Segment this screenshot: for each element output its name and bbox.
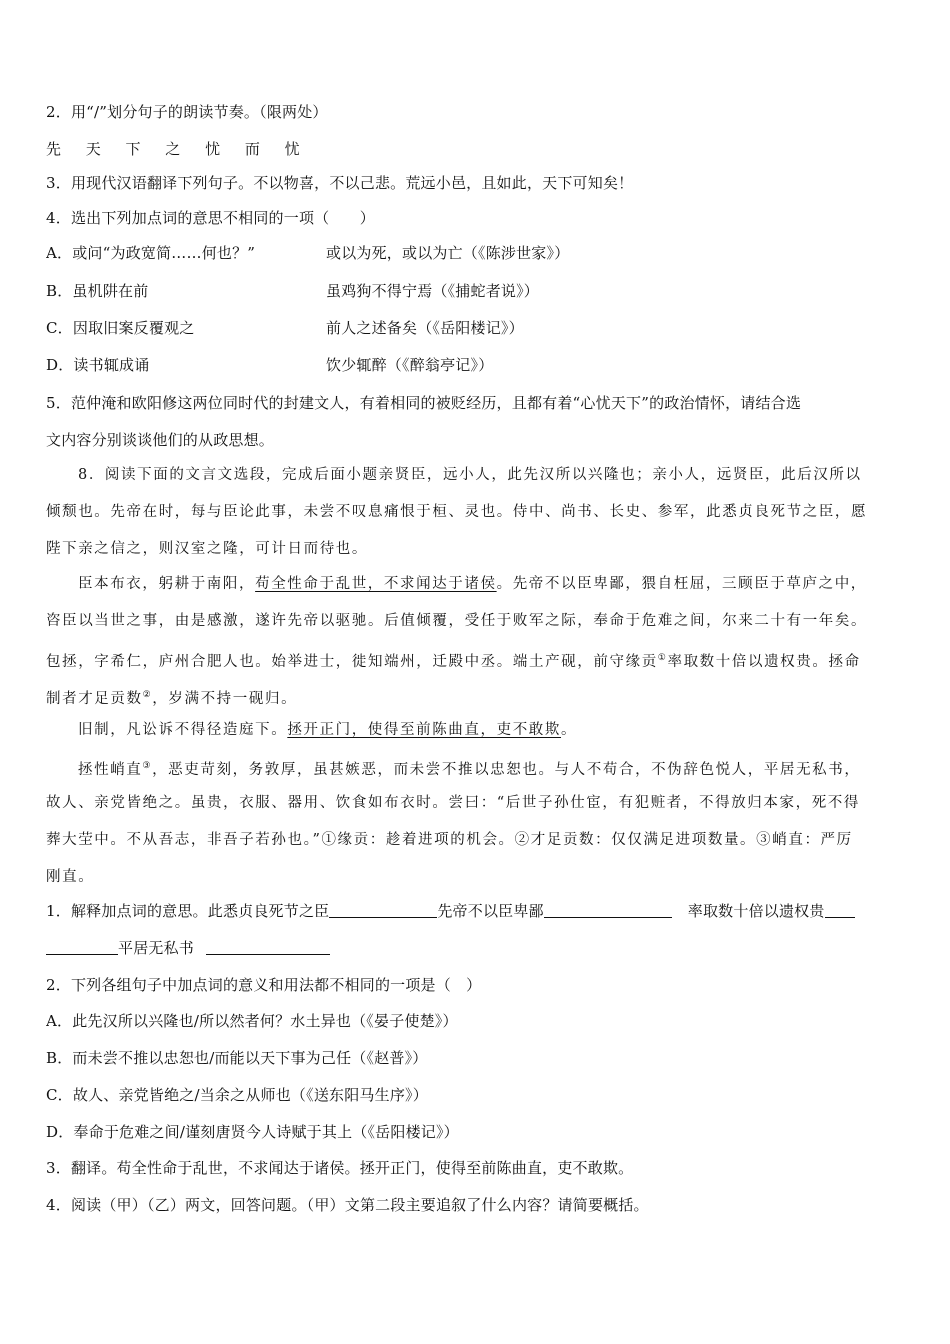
passage-p1-line3: 陛下亲之信之，则汉室之隆，可计日而待也。 (46, 541, 368, 557)
passage-text: 臣本布衣，躬耕于南阳， (78, 576, 256, 592)
part2-question-1-line1 (46, 901, 904, 921)
answer-blank[interactable] (46, 939, 118, 955)
passage-text: 。先帝不以臣卑鄙，猥自枉屈，三顾臣于草庐之中， (496, 576, 867, 592)
question-5-line2: 文内容分别谈谈他们的从政思想。 (46, 431, 275, 449)
passage-text: 率取数十倍以遗权贵。拯命 (667, 653, 861, 670)
answer-blank[interactable] (329, 902, 437, 918)
passage-p4 (78, 720, 904, 740)
passage-text: ，岁满不持一砚归。 (152, 690, 298, 707)
passage-p1-line2: 倾颓也。先帝在时，每与臣论此事，未尝不叹息痛恨于桓、灵也。侍中、尚书、长史、参军，此悉贞良死节之臣，愿 (46, 504, 868, 520)
option-d (46, 355, 904, 375)
footnote-marker: ① (657, 653, 668, 663)
part2-option-d: D．奉命于危难之间/谨刻唐贤今人诗赋于其上（《岳阳楼记》） (46, 1123, 459, 1141)
part2-question-3: 3．翻译。苟全性命于乱世，不求闻达于诸侯。拯开正门，使得至前陈曲直，吏不敢欺。 (46, 1159, 634, 1177)
question-4-choice: 4．选出下列加点词的意思不相同的一项（ ） (46, 209, 375, 227)
option-a (46, 243, 904, 263)
question-text: 1．解释加点词的意思。此悉贞良死节之臣 (46, 902, 330, 920)
option-c-right: 前人之述备矣（《岳阳楼记》） (326, 319, 524, 337)
option-c (46, 318, 904, 338)
passage-p5-line1 (78, 756, 904, 780)
passage-p5-line2: 故人、亲党皆绝之。虽贵，衣服、器用、饮食如布衣时。尝曰：“后世子孙仕宦，有犯赃者，不得放归本家，死不得 (46, 795, 861, 811)
question-text: 先帝不以臣卑鄙 (437, 902, 544, 920)
passage-p3-line1 (46, 648, 904, 672)
passage-text: 。 (561, 722, 578, 738)
part2-option-c: C．故人、亲党皆绝之/当余之从师也（《送东阳马生序》） (46, 1086, 428, 1104)
part2-option-b: B．而未尝不推以忠恕也/而能以天下事为己任（《赵普》） (46, 1049, 428, 1067)
passage-p2-line1 (78, 574, 904, 594)
part2-question-1-line2 (46, 938, 904, 958)
option-d-left: D．读书辄成诵 (46, 356, 150, 374)
option-b (46, 281, 904, 301)
question-5-line1: 5．范仲淹和欧阳修这两位同时代的封建文人，有着相同的被贬经历，且都有着“心忧天下”的政治情怀，请结合选 (46, 394, 802, 412)
footnote-marker: ③ (142, 761, 153, 771)
rhythm-sentence: 先 天 下 之 忧 而 忧 (46, 140, 310, 158)
answer-blank[interactable] (206, 939, 330, 955)
option-b-right: 虽鸡狗不得宁焉（《捕蛇者说》） (326, 282, 540, 300)
underlined-sentence: 苟全性命于乱世，不求闻达于诸侯 (255, 576, 497, 592)
footnote-marker: ② (142, 690, 153, 700)
question-text: 率取数十倍以遗权贵 (687, 902, 825, 920)
option-c-left: C．因取旧案反覆观之 (46, 319, 195, 337)
part2-option-a: A．此先汉所以兴隆也/所以然者何？水土异也（《晏子使楚》） (46, 1012, 458, 1030)
passage-p5-line4: 刚直。 (46, 869, 95, 885)
passage-text: 制者才足贡数 (46, 690, 143, 707)
option-d-right: 饮少辄醉（《醉翁亭记》） (326, 356, 494, 374)
option-a-right: 或以为死，或以为亡（《陈涉世家》） (326, 244, 570, 262)
option-a-left: A．或问“为政宽简……何也？” (46, 244, 256, 262)
option-b-left: B．虽机阱在前 (46, 282, 149, 300)
passage-p1-line1: 8．阅读下面的文言文选段，完成后面小题亲贤臣，远小人，此先汉所以兴隆也；亲小人，远贤臣，此后汉所以 (78, 467, 862, 483)
passage-p3-line2 (46, 685, 904, 709)
passage-p2-line2: 咨臣以当世之事，由是感激，遂许先帝以驱驰。后值倾覆，受任于败军之际，奉命于危难之间，尔来二十有一年矣。 (46, 613, 868, 629)
part2-question-4: 4．阅读（甲）（乙）两文，回答问题。（甲）文第二段主要追叙了什么内容？请简要概括。 (46, 1196, 649, 1214)
answer-blank[interactable] (544, 902, 672, 918)
question-3-translate: 3．用现代汉语翻译下列句子。不以物喜，不以己悲。荒远小邑，且如此，天下可知矣！ (46, 174, 634, 192)
passage-text: 包拯，字希仁，庐州合肥人也。始举进士，徙知端州，迁殿中丞。端土产砚，前守缘贡 (46, 653, 658, 670)
question-text: 平居无私书 (118, 939, 195, 957)
passage-text: ，恶吏苛刻，务敦厚，虽甚嫉恶，而未尝不推以忠恕也。与人不苟合，不伪辞色悦人，平居无私书， (152, 761, 861, 778)
answer-blank[interactable] (825, 902, 855, 918)
passage-text: 拯性峭直 (78, 761, 143, 778)
question-2-rhythm: 2．用“/”划分句子的朗读节奏。（限两处） (46, 103, 328, 121)
underlined-sentence: 拯开正门，使得至前陈曲直，吏不敢欺 (287, 722, 562, 738)
part2-question-2: 2．下列各组句子中加点词的意义和用法都不相同的一项是（ ） (46, 976, 482, 994)
passage-p5-line3: 葬大茔中。不从吾志，非吾子若孙也。”①缘贡：趁着进项的机会。②才足贡数：仅仅满足进项数量。③峭直：严厉 (46, 832, 853, 848)
passage-text: 旧制，凡讼诉不得径造庭下。 (78, 722, 288, 738)
